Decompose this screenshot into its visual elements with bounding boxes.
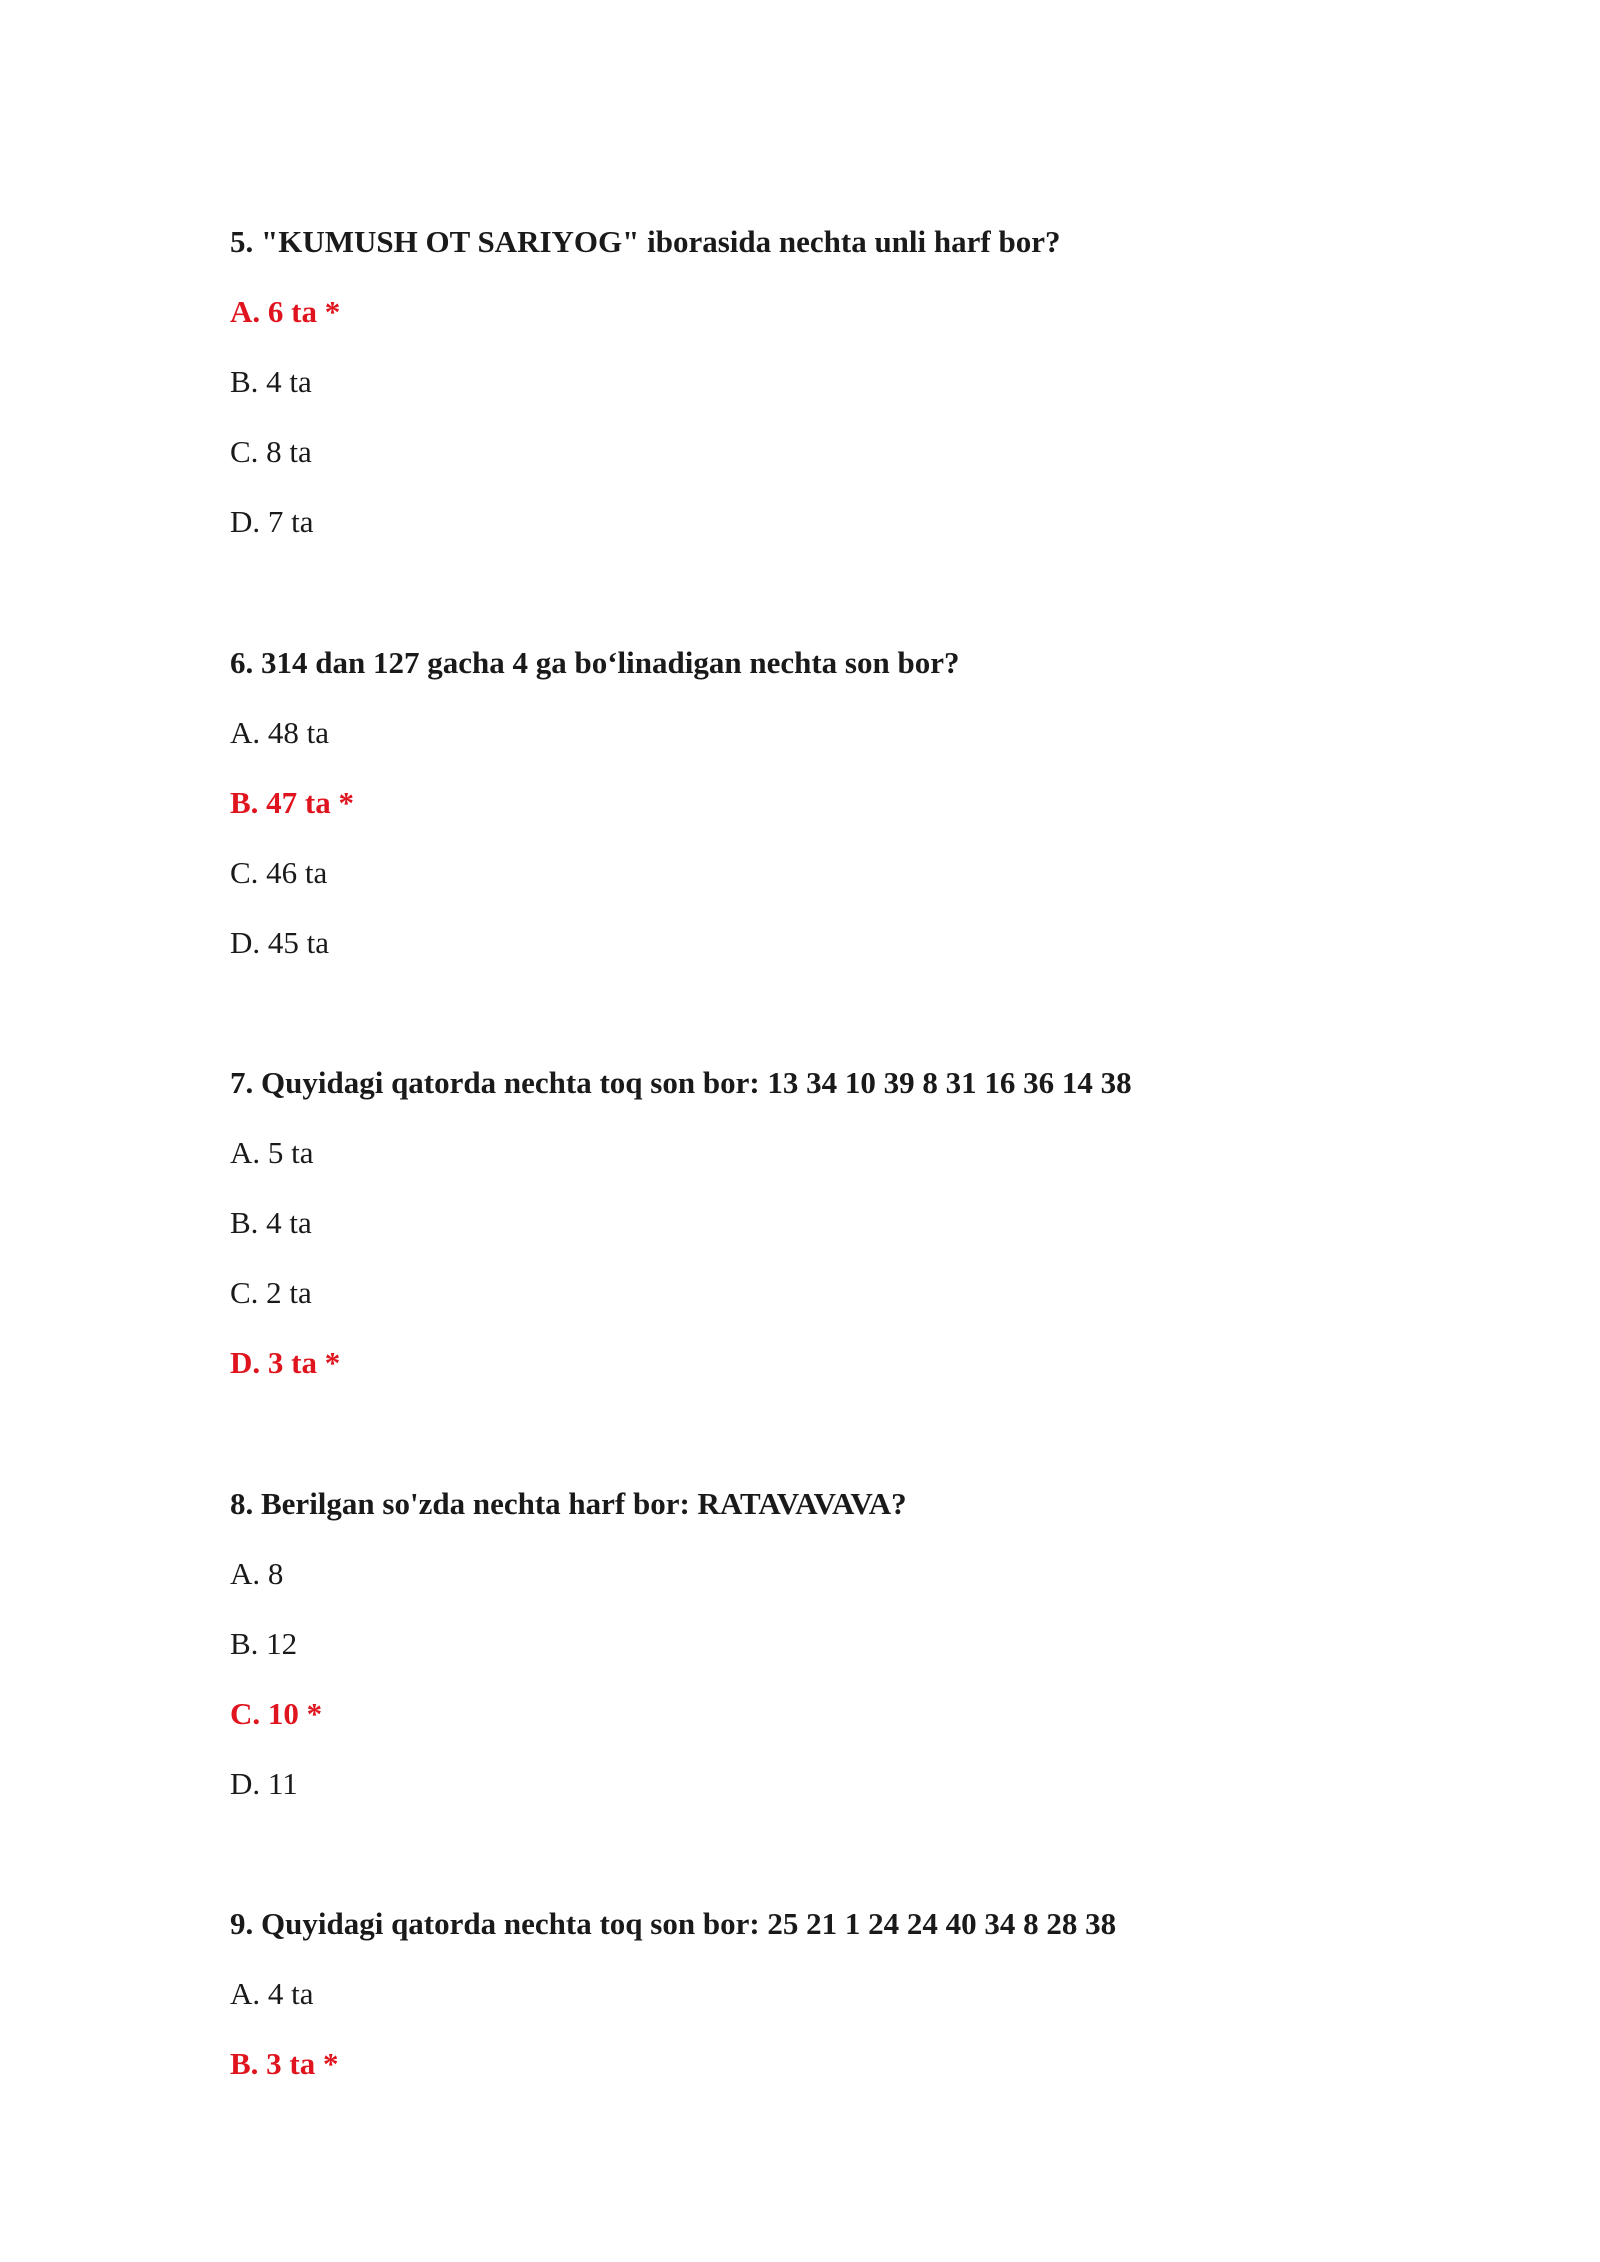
option-c: C. 46 ta xyxy=(230,855,328,890)
option-b: B. 4 ta xyxy=(230,364,312,399)
option-d: D. 45 ta xyxy=(230,925,330,960)
option-a-correct: A. 6 ta * xyxy=(230,294,341,329)
option-c: C. 2 ta xyxy=(230,1275,312,1310)
option-b-correct: B. 3 ta * xyxy=(230,2046,339,2081)
option-b: B. 4 ta xyxy=(230,1205,312,1240)
question-text: 5. "KUMUSH OT SARIYOG" iborasida nechta unli harf bor? xyxy=(230,224,1061,259)
option-a: A. 4 ta xyxy=(230,1976,314,2011)
option-b-correct: B. 47 ta * xyxy=(230,785,354,820)
option-a: A. 5 ta xyxy=(230,1135,314,1170)
question-text: 9. Quyidagi qatorda nechta toq son bor: 25 21 1 24 24 40 34 8 28 38 xyxy=(230,1906,1117,1941)
option-d: D. 7 ta xyxy=(230,504,314,539)
question-text: 7. Quyidagi qatorda nechta toq son bor: 13 34 10 39 8 31 16 36 14 38 xyxy=(230,1065,1132,1100)
question-5 xyxy=(230,224,1430,540)
option-d: D. 11 xyxy=(230,1766,298,1801)
question-9 xyxy=(230,1906,1430,2082)
option-c: C. 8 ta xyxy=(230,434,312,469)
option-a: A. 48 ta xyxy=(230,715,330,750)
question-6 xyxy=(230,645,1430,961)
question-text: 6. 314 dan 127 gacha 4 ga bo‘linadigan nechta son bor? xyxy=(230,645,960,680)
question-7 xyxy=(230,1065,1430,1381)
question-8 xyxy=(230,1486,1430,1802)
option-d-correct: D. 3 ta * xyxy=(230,1345,341,1380)
option-c-correct: C. 10 * xyxy=(230,1696,323,1731)
option-a: A. 8 xyxy=(230,1556,284,1591)
question-text: 8. Berilgan so'zda nechta harf bor: RATAVAVAVA? xyxy=(230,1486,907,1521)
option-b: B. 12 xyxy=(230,1626,298,1661)
